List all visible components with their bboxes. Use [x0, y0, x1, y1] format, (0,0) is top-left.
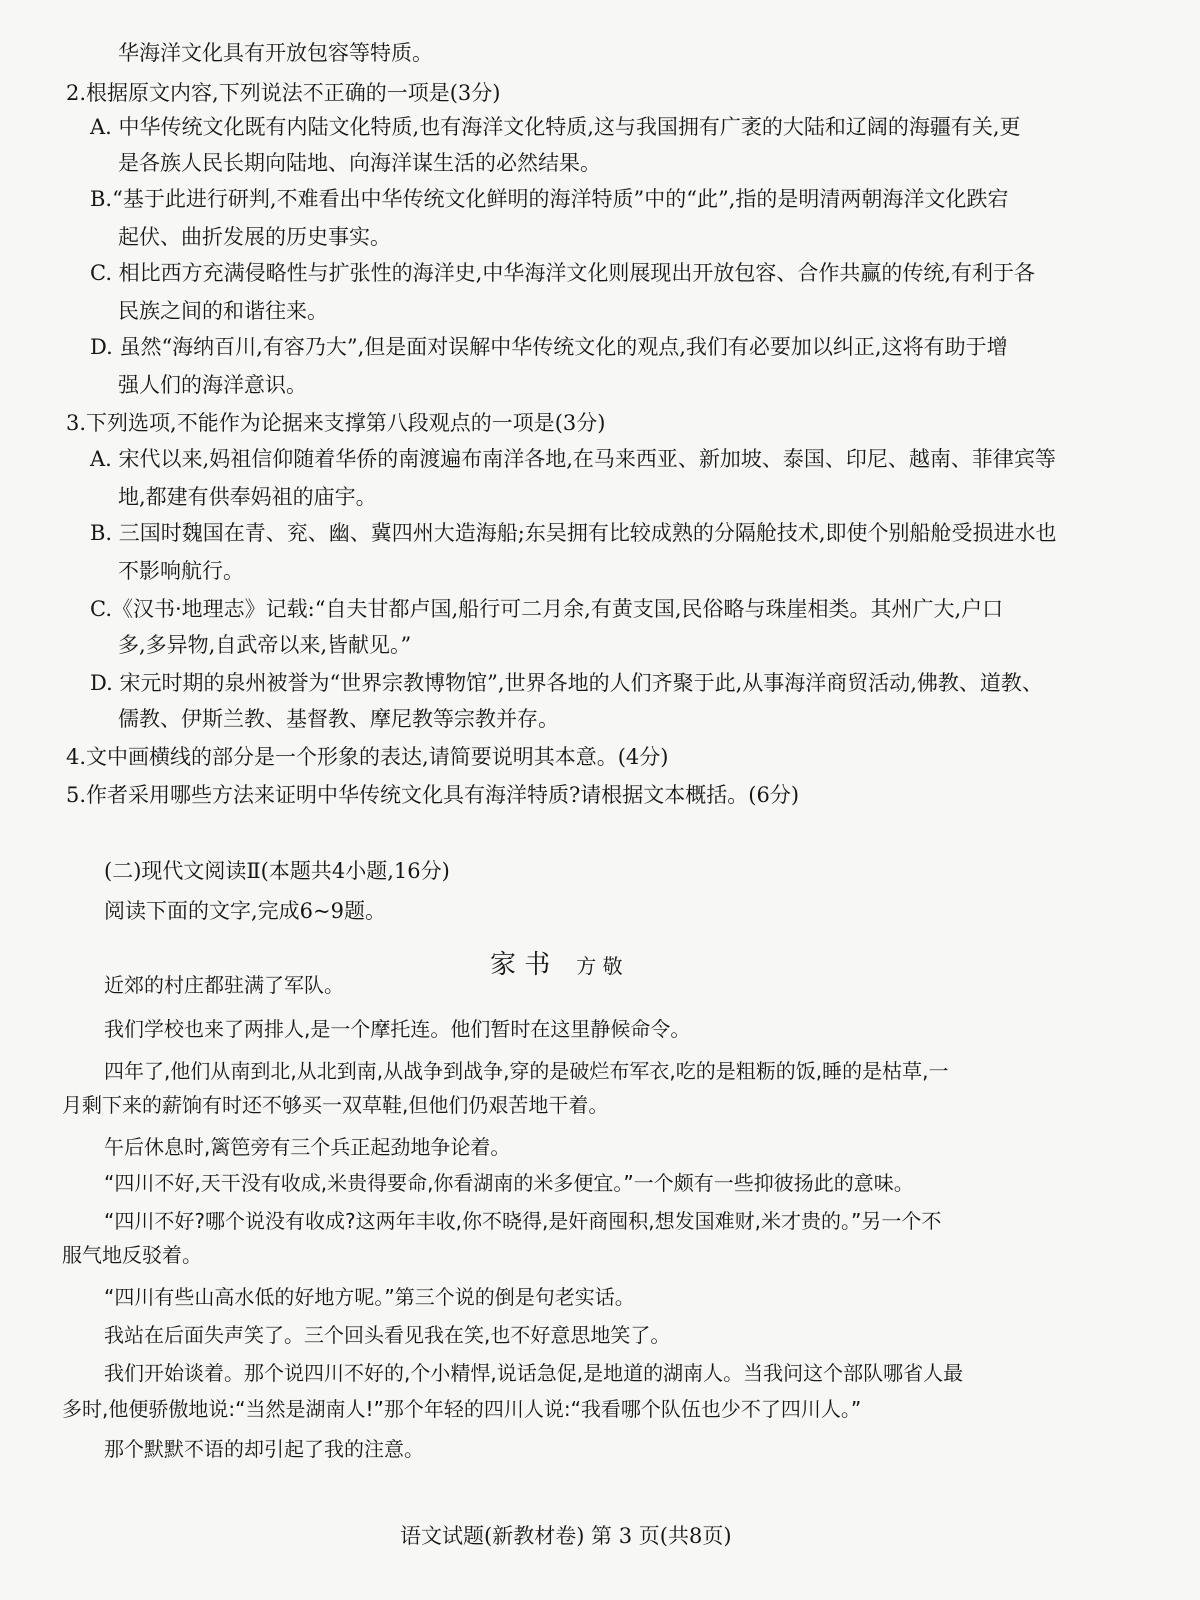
story-title-block [490, 944, 623, 981]
question-3-option-d-line2: 儒教、伊斯兰教、基督教、摩尼教等宗教并存。 [118, 707, 559, 731]
question-2-stem: 2.根据原文内容,下列说法不正确的一项是(3分) [66, 81, 501, 105]
story-line: 四年了,他们从南到北,从北到南,从战争到战争,穿的是破烂布军衣,吃的是粗粝的饭,睡的是枯草,一 [104, 1059, 949, 1083]
story-line: 多时,他便骄傲地说:“当然是湖南人!”那个年轻的四川人说:“我看哪个队伍也少不了四川人。” [62, 1397, 862, 1421]
story-line: 服气地反驳着。 [62, 1243, 202, 1267]
story-line: 我们学校也来了两排人,是一个摩托连。他们暂时在这里静候命令。 [104, 1017, 691, 1041]
story-line: 我们开始谈着。那个说四川不好的,个小精悍,说话急促,是地道的湖南人。当我问这个部队哪省人最 [104, 1361, 964, 1385]
story-line: 那个默默不语的却引起了我的注意。 [104, 1437, 424, 1461]
question-5: 5.作者采用哪些方法来证明中华传统文化具有海洋特质?请根据文本概括。(6分) [66, 783, 800, 807]
question-2-option-c-line1: C. 相比西方充满侵略性与扩张性的海洋史,中华海洋文化则展现出开放包容、合作共赢的传统,有利于各 [90, 261, 1036, 285]
story-line: 近郊的村庄都驻满了军队。 [104, 973, 344, 997]
question-3-stem: 3.下列选项,不能作为论据来支撑第八段观点的一项是(3分) [66, 411, 606, 435]
page-footer: 语文试题(新教材卷) 第 3 页(共8页) [400, 1524, 732, 1548]
question-3-option-d-line1: D. 宋元时期的泉州被誉为“世界宗教博物馆”,世界各地的人们齐聚于此,从事海洋商贸活动,佛教、道教、 [90, 671, 1043, 695]
question-3-option-b-line2: 不影响航行。 [118, 559, 244, 583]
story-author: 方 敬 [576, 954, 623, 978]
story-line: “四川不好?哪个说没有收成?这两年丰收,你不晓得,是奸商囤积,想发国难财,米才贵的。”另一个不 [104, 1209, 942, 1233]
question-3-option-b-line1: B. 三国时魏国在青、兖、幽、冀四州大造海船;东吴拥有比较成熟的分隔舱技术,即使个别船舱受损进水也 [90, 521, 1057, 545]
question-3-option-c-line1: C.《汉书·地理志》记载:“自夫甘都卢国,船行可二月余,有黄支国,民俗略与珠崖相类。其州广大,户口 [90, 597, 1004, 621]
question-2-option-b-line2: 起伏、曲折发展的历史事实。 [118, 225, 391, 249]
passage-tail-line: 华海洋文化具有开放包容等特质。 [118, 41, 433, 65]
section-2-heading: (二)现代文阅读Ⅱ(本题共4小题,16分) [104, 859, 450, 883]
question-4: 4.文中画横线的部分是一个形象的表达,请简要说明其本意。(4分) [66, 745, 669, 769]
question-3-option-a-line1: A. 宋代以来,妈祖信仰随着华侨的南渡遍布南洋各地,在马来西亚、新加坡、泰国、印尼、越南、菲律宾等 [90, 447, 1056, 471]
question-2-option-d-line1: D. 虽然“海纳百川,有容乃大”,但是面对误解中华传统文化的观点,我们有必要加以纠正,这将有助于增 [90, 335, 1008, 359]
story-line: 午后休息时,篱笆旁有三个兵正起劲地争论着。 [104, 1135, 511, 1159]
story-line: 月剩下来的薪饷有时还不够买一双草鞋,但他们仍艰苦地干着。 [62, 1093, 609, 1117]
question-3-option-c-line2: 多,多异物,自武帝以来,皆献见。” [118, 633, 412, 657]
question-2-option-d-line2: 强人们的海洋意识。 [118, 373, 307, 397]
question-2-option-b-line1: B.“基于此进行研判,不难看出中华传统文化鲜明的海洋特质”中的“此”,指的是明清两朝海洋文化跌宕 [90, 187, 1009, 211]
story-line: “四川不好,天干没有收成,米贵得要命,你看湖南的米多便宜。”一个颇有一些抑彼扬此的意味。 [104, 1171, 914, 1195]
story-title: 家 书 [490, 950, 551, 980]
story-line: “四川有些山高水低的好地方呢。”第三个说的倒是句老实话。 [104, 1285, 635, 1309]
question-2-option-c-line2: 民族之间的和谐往来。 [118, 299, 328, 323]
question-2-option-a-line2: 是各族人民长期向陆地、向海洋谋生活的必然结果。 [118, 151, 601, 175]
story-line: 我站在后面失声笑了。三个回头看见我在笑,也不好意思地笑了。 [104, 1323, 671, 1347]
question-3-option-a-line2: 地,都建有供奉妈祖的庙宇。 [118, 485, 377, 509]
section-2-instruction: 阅读下面的文字,完成6~9题。 [104, 899, 386, 923]
question-2-option-a-line1: A. 中华传统文化既有内陆文化特质,也有海洋文化特质,这与我国拥有广袤的大陆和辽阔的海疆有关,更 [90, 115, 1021, 139]
